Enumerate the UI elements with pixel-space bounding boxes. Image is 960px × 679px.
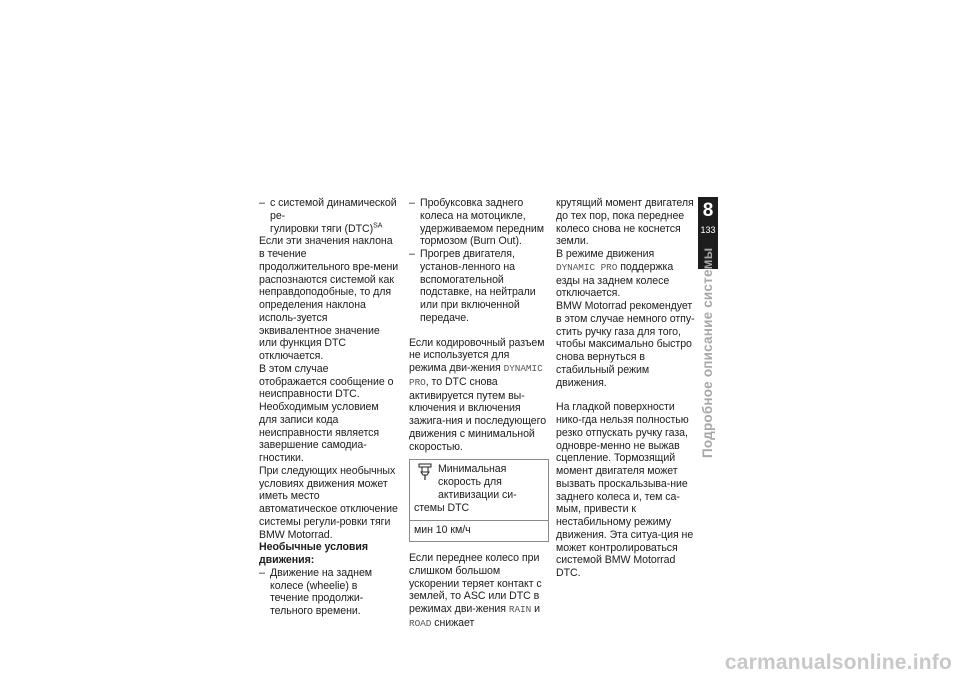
paragraph: На гладкой поверхности нико-гда нельзя полностью резко отпускать ручку газа, одновре-менно не выжав сцепление. Тормозящий момент двигателя может вызвать проскальзыва-ние заднего колеса и, тем са-мым, привести к нестабильному режиму движения. Эта ситуа-ция не может контролироваться системой BMW Motorrad DTC. xyxy=(556,401,694,579)
mechanic-tool-icon xyxy=(418,463,432,481)
text-column-2 xyxy=(409,197,549,631)
list-item-text: Движение на заднем колесе (wheelie) в течение продолжи-тельного времени. xyxy=(270,566,373,617)
dash-bullet: – xyxy=(409,248,415,260)
list-item-text: Пробуксовка заднего колеса на мотоцикле, удерживаемом передним тормозом (Burn Out). xyxy=(420,197,544,248)
note-value: мин 10 км/ч xyxy=(410,520,548,541)
list-item-text: с системой динамической ре- гулировки тяги (DTC)$^{SA}$ xyxy=(270,197,397,235)
dash-bullet: – xyxy=(409,197,415,209)
watermark: carmanualsonline.info xyxy=(724,651,952,674)
text-column-3 xyxy=(556,197,696,580)
list-item xyxy=(409,197,549,248)
paragraph: При следующих необычных условиях движения может иметь место автоматическое отключение системы регули-ровки тяги BMW Motorrad. xyxy=(259,464,398,541)
paragraph: Если кодировочный разъем не используется для режима дви-жения DYNAMIC PRO, то DTC снова активируется путем вы-ключения и включения зажига-ния и последующего движения с минимальной скоростью. xyxy=(409,336,547,453)
note-box xyxy=(409,459,549,542)
paragraph: крутящий момент двигателя до тех пор, пока переднее колесо снова не коснется земли. xyxy=(556,197,694,248)
mode-name: ROAD xyxy=(409,617,432,629)
paragraph: В режиме движения DYNAMIC PRO поддержка езды на заднем колесе отключается. xyxy=(556,248,674,300)
dash-bullet: – xyxy=(259,566,265,579)
paragraph: Если эти значения наклона в течение продолжительного вре-мени распознаются системой как неправдоподобные, то для определения наклона исполь-зуется эквивалентное значение или функция DTC отключается. xyxy=(259,235,399,362)
page-number: 133 xyxy=(700,225,716,235)
paragraph: В этом случае отображается сообщение о неисправности DTC. Необходимым условием для записи кода неисправности является завершение самодиа-гностики. xyxy=(259,362,394,464)
list-item xyxy=(259,567,399,618)
list-item xyxy=(409,248,549,325)
mode-name: DYNAMIC PRO xyxy=(556,261,618,273)
mode-name: DYNAMIC PRO xyxy=(409,363,543,388)
mode-name: RAIN xyxy=(508,604,532,615)
list-item xyxy=(259,197,399,235)
list-item-text: Прогрев двигателя, установ-ленного на вспомогательной подставке, на нейтрали или при включенной передаче. xyxy=(420,248,536,324)
section-side-title: Подробное описание системы xyxy=(700,247,715,458)
sa-superscript: SA xyxy=(373,221,383,229)
chapter-number: 8 xyxy=(702,200,714,221)
section-heading: Необычные условия движения: xyxy=(259,541,368,566)
note-text: стемы DTC xyxy=(414,501,470,514)
dash-bullet: – xyxy=(259,197,265,209)
paragraph: Если переднее колесо при слишком большом ускорении теряет контакт с землей, то ASC или DTC в режимах дви-жения RAIN и ROAD снижает xyxy=(409,552,542,629)
note-text: Минимальная скорость для активизации си- xyxy=(438,463,517,501)
text-column-1 xyxy=(259,197,399,618)
paragraph: BMW Motorrad рекомендует в этом случае немного отпу-стить ручку газа для того, чтобы максимально быстро снова вернуться в стабильный режим движения. xyxy=(556,300,695,389)
